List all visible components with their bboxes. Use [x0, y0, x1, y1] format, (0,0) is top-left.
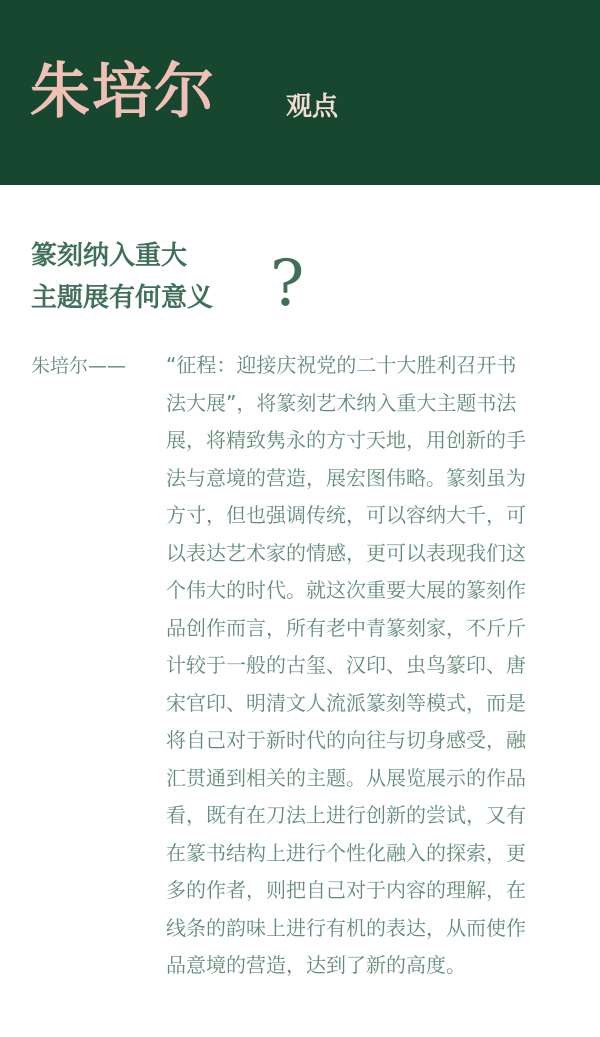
body-line: 在篆书结构上进行个性化融入的探索，更	[166, 840, 526, 865]
question-line: 主题展有何意义	[31, 283, 214, 313]
body-line: 方寸，但也强调传统，可以容纳大千，可	[166, 503, 526, 527]
speaker-label: 朱培尔——	[31, 355, 127, 377]
question-line: 篆刻纳入重大	[31, 241, 188, 271]
header-banner	[0, 0, 600, 185]
body-line: 计较于一般的古玺、汉印、虫鸟篆印、唐	[166, 653, 526, 677]
question-mark: ?	[270, 247, 305, 321]
body-line: 将自己对于新时代的向往与切身感受，融	[166, 728, 526, 752]
body-line: 看，既有在刀法上进行创新的尝试，又有	[166, 803, 526, 827]
question-title	[31, 235, 213, 319]
author-name: 朱培尔	[30, 57, 216, 127]
body-line: 品创作而言，所有老中青篆刻家，不斤斤	[166, 615, 526, 640]
body-line: 汇贯通到相关的主题。从展览展示的作品	[166, 765, 526, 790]
section-tag: 观点	[286, 92, 339, 122]
body-line: 法大展”，将篆刻艺术纳入重大主题书法	[166, 390, 517, 415]
article-body	[166, 347, 570, 985]
body-line: 宋官印、明清文人流派篆刻等模式，而是	[166, 690, 526, 715]
body-line: 线条的韵味上进行有机的表达，从而使作	[166, 915, 526, 940]
body-line: 品意境的营造，达到了新的高度。	[166, 953, 466, 977]
body-line: 个伟大的时代。就这次重要大展的篆刻作	[166, 578, 526, 602]
body-line: 多的作者，则把自己对于内容的理解，在	[166, 878, 526, 902]
body-line: 展，将精致隽永的方寸天地，用创新的手	[166, 428, 526, 452]
body-line: 法与意境的营造，展宏图伟略。篆刻虽为	[166, 465, 526, 490]
body-line: “征程：迎接庆祝党的二十大胜利召开书	[166, 353, 517, 377]
body-line: 以表达艺术家的情感，更可以表现我们这	[166, 540, 526, 565]
